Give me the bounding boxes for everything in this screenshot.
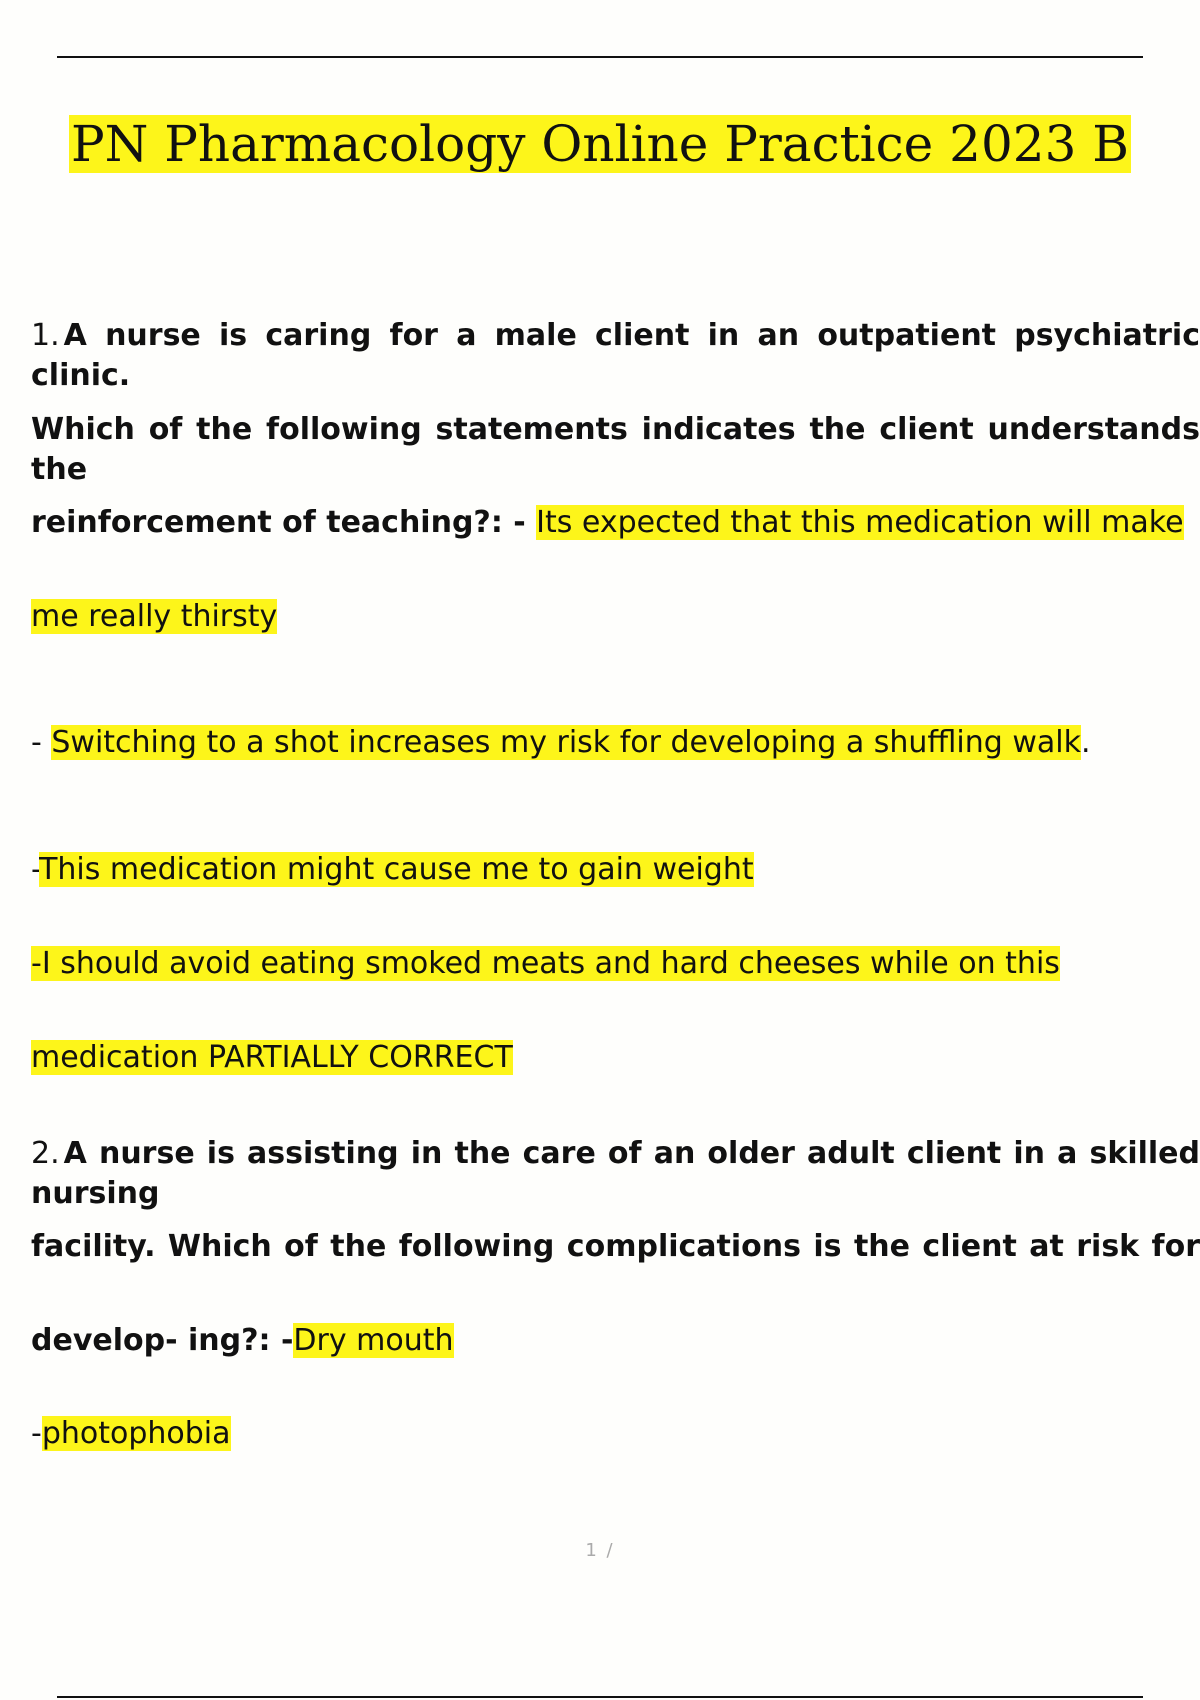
top-rule <box>57 56 1143 58</box>
q2-option-b-dash: - <box>31 1416 42 1451</box>
page-number: 1 / <box>585 1540 615 1561</box>
q1-option-a <box>31 723 1200 763</box>
q2-line-2 <box>31 1227 1200 1267</box>
q1-option-b <box>31 850 1200 890</box>
q1-text-3: reinforcement of teaching?: - <box>31 505 537 540</box>
q2-option-b-text: photophobia <box>41 1416 231 1451</box>
q2-text-2: facility. Which of the following complications is the client at risk for <box>31 1229 1200 1264</box>
q1-option-a-text: Switching to a shot increases my risk for developing a shuffling walk <box>51 725 1081 760</box>
q1-option-a-end: . <box>1080 725 1091 760</box>
q1-option-b-dash: - <box>31 852 40 887</box>
q2-text-1: A nurse is assisting in the care of an older adult client in a skilled nursing <box>31 1136 1200 1211</box>
q2-line-1 <box>31 1134 1200 1211</box>
q1-line-4 <box>31 597 1200 637</box>
q1-line-3 <box>31 503 1200 543</box>
q1-answer-1-cont: me really thirsty <box>31 599 278 634</box>
q1-answer-1: Its expected that this medication will make <box>536 505 1184 540</box>
q2-line-3 <box>31 1321 1200 1361</box>
q1-option-a-dash: - <box>31 725 52 760</box>
q2-text-3: develop- ing?: - <box>31 1323 294 1358</box>
q2-number: 2. <box>31 1136 60 1171</box>
q2-answer-1: Dry mouth <box>293 1323 454 1358</box>
q1-line-1 <box>31 316 1200 393</box>
document-title-text: PN Pharmacology Online Practice 2023 B <box>70 115 1130 173</box>
q1-option-c <box>31 944 1200 984</box>
q1-option-c-text: I should avoid eating smoked meats and hard cheeses while on this <box>41 946 1060 981</box>
bottom-rule <box>57 1696 1143 1698</box>
q1-option-c-dash: - <box>31 946 42 981</box>
q1-number: 1. <box>31 318 60 353</box>
q1-option-b-text: This medication might cause me to gain weight <box>39 852 754 887</box>
q1-option-c-cont-text: medication PARTIALLY CORRECT <box>31 1040 513 1075</box>
q1-text-2: Which of the following statements indicates the client understands the <box>31 412 1200 487</box>
document-title <box>0 108 1200 180</box>
q1-line-2 <box>31 410 1200 487</box>
q1-text-1: A nurse is caring for a male client in an outpatient psychiatric clinic. <box>31 318 1200 393</box>
q1-option-c-cont <box>31 1038 1200 1078</box>
q2-option-b <box>31 1414 1200 1454</box>
